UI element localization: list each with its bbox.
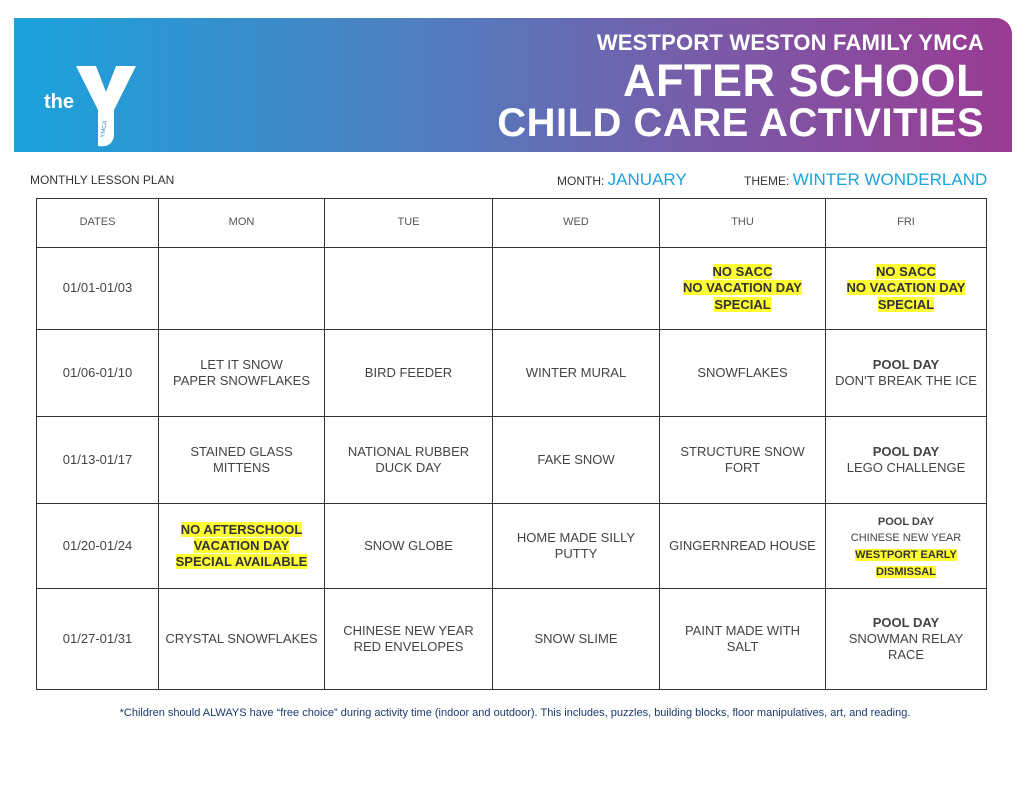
activity-text: LET IT SNOW	[200, 356, 283, 372]
header-thu: THU	[660, 199, 826, 248]
cell-wed: WINTER MURAL	[493, 330, 660, 417]
header-fri: FRI	[826, 199, 987, 248]
header-tue: TUE	[325, 199, 493, 248]
activity-text: RACE	[887, 647, 925, 663]
activity-text: SALT	[726, 639, 759, 654]
activity-text: NATIONAL RUBBER	[347, 443, 470, 459]
cell-thu	[660, 417, 826, 504]
activity-text: HOME MADE SILLY	[516, 529, 636, 545]
activity-text: FORT	[724, 460, 761, 475]
cell-tue	[325, 417, 493, 504]
cell-wed	[493, 248, 660, 330]
cell-tue	[325, 248, 493, 330]
logo-the-text: the	[44, 91, 74, 113]
month-field	[557, 170, 687, 190]
date-cell: 01/27-01/31	[37, 589, 159, 690]
cell-fri	[826, 504, 987, 589]
activity-text: RED ENVELOPES	[353, 639, 464, 654]
activity-text: PAPER SNOWFLAKES	[172, 373, 310, 388]
header-dates: DATES	[37, 199, 159, 248]
cell-thu	[660, 589, 826, 690]
cell-fri	[826, 589, 987, 690]
table-row	[37, 248, 987, 330]
month-value: JANUARY	[607, 170, 687, 189]
date-cell: 01/20-01/24	[37, 504, 159, 589]
cell-mon	[159, 504, 325, 589]
highlight-text: DISMISSAL	[876, 565, 936, 578]
pool-day-label: POOL DAY	[872, 614, 940, 630]
pool-day-label: POOL DAY	[872, 356, 940, 372]
highlight-text: NO VACATION DAY	[683, 280, 802, 296]
activity-text: PAINT MADE WITH	[684, 622, 801, 638]
banner-title-block	[497, 32, 984, 143]
cell-wed: SNOW SLIME	[493, 589, 660, 690]
header-banner	[14, 18, 1012, 152]
footnote: *Children should ALWAYS have “free choice” during activity time (indoor and outdoor). This includes, puzzles, building blocks, floor manipulatives, art, and reading.	[119, 707, 911, 719]
table-header-row	[37, 199, 987, 248]
activity-text: DON’T BREAK THE ICE	[835, 373, 977, 388]
highlight-text: SPECIAL	[877, 296, 935, 312]
cell-tue: SNOW GLOBE	[325, 504, 493, 589]
cell-fri	[826, 417, 987, 504]
highlight-text: NO SACC	[712, 264, 773, 280]
cell-thu: SNOWFLAKES	[660, 330, 826, 417]
cell-thu	[660, 248, 826, 330]
highlight-text: NO AFTERSCHOOL	[180, 521, 303, 537]
highlight-text: VACATION DAY	[193, 537, 290, 553]
cell-thu: GINGERNREAD HOUSE	[660, 504, 826, 589]
activity-text: DUCK DAY	[375, 460, 442, 475]
cell-tue	[325, 589, 493, 690]
activity-text: STRUCTURE SNOW	[680, 443, 805, 459]
activity-text: STAINED GLASS	[190, 443, 293, 459]
activity-text: CHINESE NEW YEAR	[850, 532, 962, 545]
table-row	[37, 504, 987, 589]
highlight-text: SPECIAL AVAILABLE	[175, 554, 308, 570]
theme-field	[744, 170, 987, 190]
title-line1: AFTER SCHOOL	[623, 55, 984, 106]
cell-mon	[159, 417, 325, 504]
cell-mon: CRYSTAL SNOWFLAKES	[159, 589, 325, 690]
lesson-plan-table	[36, 198, 987, 690]
cell-tue: BIRD FEEDER	[325, 330, 493, 417]
ymca-logo	[44, 58, 154, 152]
date-cell: 01/01-01/03	[37, 248, 159, 330]
header-mon: MON	[159, 199, 325, 248]
theme-value: WINTER WONDERLAND	[792, 170, 988, 189]
cell-wed	[493, 504, 660, 589]
cell-mon	[159, 330, 325, 417]
activity-text: PUTTY	[554, 546, 598, 561]
cell-wed: FAKE SNOW	[493, 417, 660, 504]
pool-day-label: POOL DAY	[877, 515, 935, 528]
date-cell: 01/06-01/10	[37, 330, 159, 417]
org-name: WESTPORT WESTON FAMILY YMCA	[596, 30, 984, 55]
header-wed: WED	[493, 199, 660, 248]
table-row	[37, 589, 987, 690]
date-cell: 01/13-01/17	[37, 417, 159, 504]
highlight-text: NO SACC	[876, 264, 936, 280]
pool-day-label: POOL DAY	[872, 443, 940, 459]
table-row	[37, 330, 987, 417]
lesson-plan-label: MONTHLY LESSON PLAN	[30, 173, 175, 187]
theme-label: THEME:	[744, 174, 790, 188]
highlight-text: NO VACATION DAY	[846, 280, 966, 296]
cell-fri	[826, 330, 987, 417]
cell-fri	[826, 248, 987, 330]
highlight-text: SPECIAL	[714, 296, 771, 312]
activity-text: CHINESE NEW YEAR	[343, 622, 474, 638]
activity-text: SNOWMAN RELAY	[848, 630, 964, 646]
activity-text: MITTENS	[212, 460, 271, 475]
logo-ymca-text: YMCA	[100, 120, 109, 139]
activity-text: LEGO CHALLENGE	[846, 460, 966, 475]
table-row	[37, 417, 987, 504]
cell-mon	[159, 248, 325, 330]
month-label: MONTH:	[557, 174, 605, 188]
highlight-text: WESTPORT EARLY	[855, 549, 957, 561]
title-line2: CHILD CARE ACTIVITIES	[497, 101, 984, 145]
